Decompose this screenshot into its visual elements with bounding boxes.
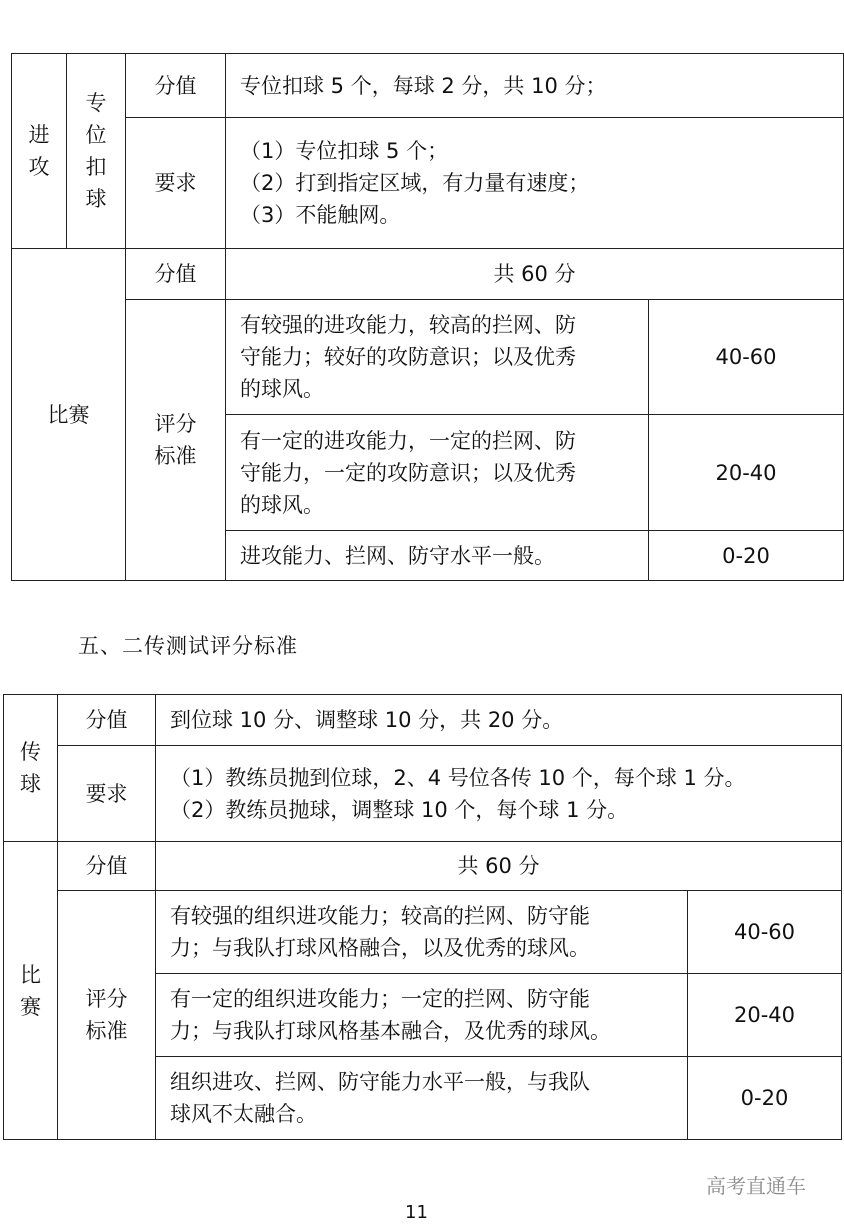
watermark: 高考直通车 (706, 1174, 806, 1198)
criteria-description: 有一定的组织进攻能力；一定的拦网、防守能 力；与我队打球风格基本融合，及优秀的球风。 (156, 974, 688, 1057)
match-group-label: 比赛 (4, 842, 58, 1140)
criteria-description: 有较强的进攻能力，较高的拦网、防 守能力；较好的攻防意识；以及优秀 的球风。 (226, 300, 649, 415)
pass-group-label: 传球 (4, 695, 58, 842)
requirements-list (156, 746, 842, 842)
criteria-range: 40-60 (649, 300, 844, 415)
criteria-description: 有较强的组织进攻能力；较高的拦网、防守能 力；与我队打球风格融合，以及优秀的球风。 (156, 891, 688, 974)
requirements-label: 要求 (58, 746, 156, 842)
score-label: 分值 (126, 54, 226, 118)
requirement-item: （1）教练员抛到位球，2、4 号位各传 10 个，每个球 1 分。 (170, 765, 746, 790)
criteria-label: 评分标准 (126, 300, 226, 581)
score-value: 专位扣球 5 个，每球 2 分，共 10 分； (226, 54, 844, 118)
requirements-list (226, 118, 844, 249)
match-score-value: 共 60 分 (226, 249, 844, 300)
criteria-description: 进攻能力、拦网、防守水平一般。 (226, 531, 649, 581)
criteria-description: 组织进攻、拦网、防守能力水平一般，与我队 球风不太融合。 (156, 1057, 688, 1140)
requirement-item: （3）不能触网。 (240, 203, 401, 227)
score-value: 到位球 10 分、调整球 10 分，共 20 分。 (156, 695, 842, 746)
section-heading: 五、二传测试评分标准 (78, 634, 298, 658)
attack-group-label: 进攻 (12, 54, 67, 249)
requirement-item: （2）打到指定区域，有力量有速度； (240, 171, 590, 195)
requirement-item: （2）教练员抛球，调整球 10 个，每个球 1 分。 (170, 797, 629, 822)
page-number: 11 (405, 1202, 428, 1223)
criteria-range: 0-20 (649, 531, 844, 581)
match-score-value: 共 60 分 (156, 842, 842, 891)
score-label: 分值 (58, 695, 156, 746)
criteria-range: 0-20 (688, 1057, 842, 1140)
match-score-label: 分值 (58, 842, 156, 891)
match-score-label: 分值 (126, 249, 226, 300)
match-group-label: 比赛 (12, 249, 126, 581)
requirements-label: 要求 (126, 118, 226, 249)
spike-scoring-table (11, 53, 844, 581)
requirement-item: （1）专位扣球 5 个； (240, 139, 449, 163)
criteria-range: 20-40 (649, 415, 844, 531)
criteria-label: 评分标准 (58, 891, 156, 1140)
criteria-range: 40-60 (688, 891, 842, 974)
criteria-range: 20-40 (688, 974, 842, 1057)
criteria-description: 有一定的进攻能力，一定的拦网、防 守能力，一定的攻防意识；以及优秀 的球风。 (226, 415, 649, 531)
setter-scoring-table (3, 694, 842, 1140)
spike-item-label: 专位扣球 (67, 54, 126, 249)
